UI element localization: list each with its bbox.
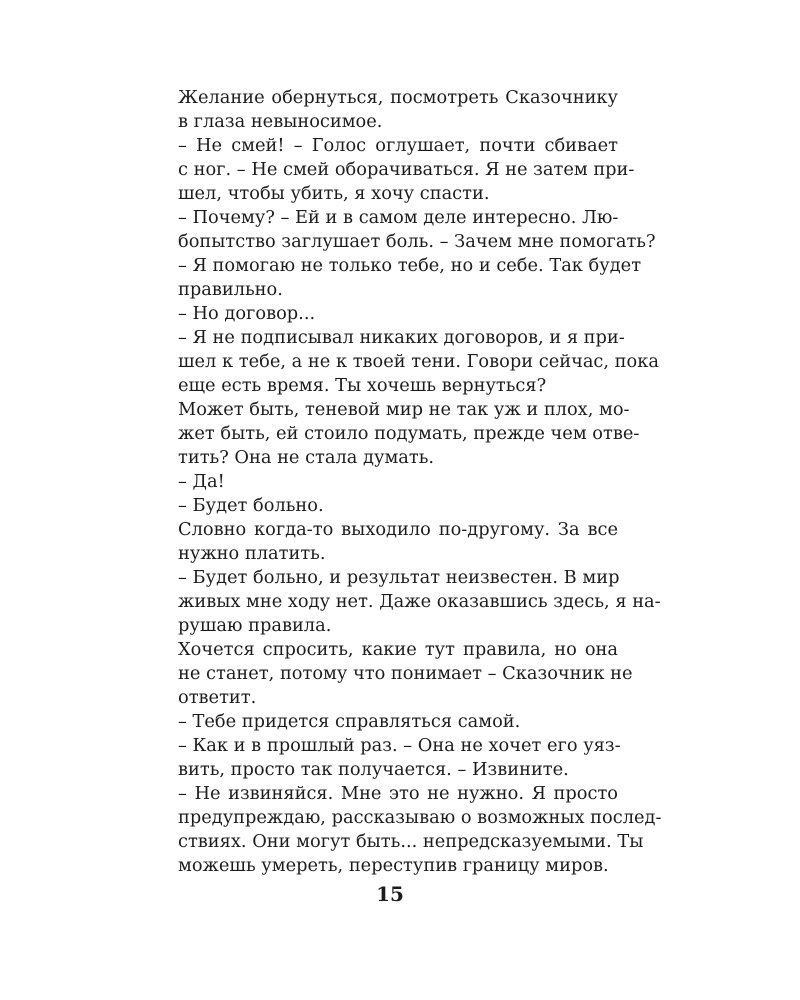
text-line: правильно.: [178, 279, 283, 300]
page-number: 15: [376, 882, 404, 906]
text-line: шел, чтобы убить, я хочу спасти.: [178, 183, 490, 204]
text-line: – Но договор...: [178, 303, 316, 324]
text-line: бопытство заглушает боль. – Зачем мне помогать?: [178, 231, 656, 252]
text-line: – Как и в прошлый раз. – Она не хочет его уяз-: [178, 735, 621, 756]
text-line: – Не смей! – Голос оглушает, почти сбивает: [178, 135, 618, 156]
text-line: – Почему? – Ей и в самом деле интересно. Лю-: [178, 207, 619, 228]
text-line: предупреждаю, рассказываю о возможных послед-: [178, 807, 662, 828]
body-text: [178, 86, 662, 878]
text-line: шел к тебе, а не к твоей тени. Говори сейчас, пока: [178, 351, 659, 372]
text-line: жет быть, ей стоило подумать, прежде чем отве-: [178, 423, 640, 444]
text-line: еще есть время. Ты хочешь вернуться?: [178, 375, 547, 396]
text-line: Словно когда-то выходило по-другому. За все: [178, 519, 618, 540]
text-line: – Будет больно.: [178, 495, 324, 516]
text-line: – Я не подписывал никаких договоров, и я при-: [178, 327, 625, 348]
text-line: можешь умереть, переступив границу миров.: [178, 855, 609, 876]
text-line: – Не извиняйся. Мне это не нужно. Я просто: [178, 783, 618, 804]
text-line: нужно платить.: [178, 543, 326, 564]
text-line: – Я помогаю не только тебе, но и себе. Так будет: [178, 255, 642, 276]
text-line: ответит.: [178, 687, 257, 708]
text-line: – Да!: [178, 471, 225, 492]
text-line: рушаю правила.: [178, 615, 332, 636]
text-line: Хочется спросить, какие тут правила, но она: [178, 639, 618, 660]
text-line: – Будет больно, и результат неизвестен. В мир: [178, 567, 620, 588]
text-line: не станет, потому что понимает – Сказочник не: [178, 663, 633, 684]
text-line: ствиях. Они могут быть... непредсказуемыми. Ты: [178, 831, 644, 852]
text-line: вить, просто так получается. – Извините.: [178, 759, 569, 780]
text-line: тить? Она не стала думать.: [178, 447, 435, 468]
text-line: – Тебе придется справляться самой.: [178, 711, 521, 732]
text-line: живых мне ходу нет. Даже оказавшись здесь, я на-: [178, 591, 661, 612]
text-line: с ног. – Не смей оборачиваться. Я не затем при-: [178, 159, 635, 180]
text-line: в глаза невыносимое.: [178, 111, 383, 132]
text-line: Может быть, теневой мир не так уж и плох, мо-: [178, 399, 630, 420]
text-line: Желание обернуться, посмотреть Сказочнику: [178, 87, 618, 108]
